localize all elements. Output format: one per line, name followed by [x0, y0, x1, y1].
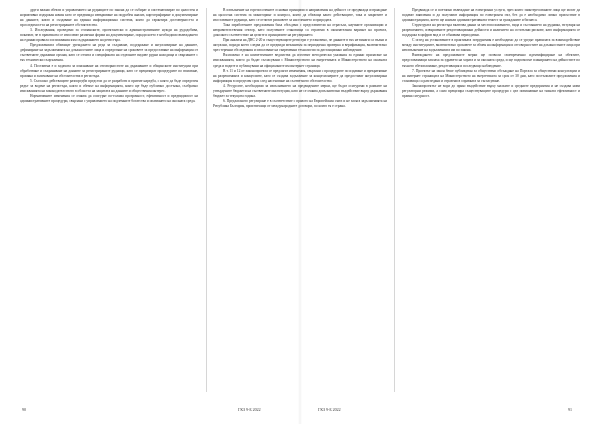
paragraph: други важни обекти и управлението на рудниците по закона да се събират и систематизират по цялостен и нормативно издържан начин като се предвижда извършване на подробен анализ, картографиране и документиране на данните, както и създаване на единна информационна система, която да гарантира достоверността и проследимостта на регистрираните обстоятелства. [20, 8, 198, 28]
paragraph: Предложенията обхващат уреждането на реда за създаване, поддържане и актуализиране на данните, дефиниране на задълженията на длъжностните лица и определяне на сроковете за предоставяне на информация от съответните държавни органи, като се отчита и спецификата на отделните видове рудни находища и свързаните с тях технически съоръжения. [20, 43, 198, 63]
paragraph: 4. Ресурсите, необходими за изпълнението на предвидените мерки, ще бъдат осигурени в рамките на утвърдените бюджети на съответните институции, като не се очаква допълнително въздействие върху държавния бюджет за текущата година. [213, 83, 387, 98]
paragraph: 3. Изследвания, проведени за стопанските, проектантски и административните нужди на рудодобива, показват, че в практиката се използват различни форми на документиране, поради което е необходимо въвеждането на единни правила и изисквания към съдържанието на регистъра. [20, 28, 198, 43]
paragraph: Въвеждането на предложените мерки ще позволи своевременно идентифициране на обектите, представляващи заплаха за здравето на хората и за околната среда, и ще подпомогне планирането на дейностите по тяхното обезопасяване, рекултивация и последващо наблюдение. [402, 53, 580, 68]
paragraph: В т. 11 и 12 от законопроекта се предлагат изменения, свързани с процедурите по издаване и прекратяване на разрешенията и концесиите, като се създава задължение за концесионерите да предоставят актуализирана информация в определен срок след настъпване на съответното обстоятелство. [213, 68, 387, 83]
page-footer [0, 405, 600, 415]
paragraph: С оглед на установените в практиката затруднения е необходимо да се уредят правилата за взаимодействие между институциите, включително сроковете за обмен на информация и отговорностите на длъжностните лица при неизпълнение на задълженията им по закона. [402, 38, 580, 53]
paragraph: 7. Проектът на закон беше публикуван за обществено обсъждане на Портала за обществени консултации и на интернет страницата на Министерството на енергетиката за срок от 30 дни, като постъпилите предложения и становища са разгледани и отразени в справката за съгласуване. [402, 68, 580, 83]
paragraph: При анализа на ДНС 2-20 и съществуващите регистри е установено, че данните в тях не винаги са пълни и актуални, поради което следва да се предвиди механизъм за периодична проверка и верификация, включително чрез теренни обследвания и използване на съвременни технологии за дистанционно наблюдение. [213, 38, 387, 53]
column-divider [206, 8, 207, 392]
paragraph: Структурата на регистъра включва данни за местоположението, вида и състоянието на рудника, титуляря на разрешението, извършените рекултивационни дейности и наличието на остатъчни рискове, като информацията се поддържа в цифров вид и се обновява периодично. [402, 23, 580, 38]
text-column-middle [213, 8, 387, 392]
paragraph: 5. Съгласно действащите разпоредби предстои да се разработи и приеме наредба, с която да бъде определен редът за водене на регистъра, както и обемът на информацията, която ще бъде публично достъпна, съобразно изискванията на законодателството в областта на защитата на данните и обществения интерес. [20, 78, 198, 93]
paragraph: Възложено е на компетентните ведомства да изготвят методически указания за единно прилагане на изискванията, които да бъдат съгласувани с Министерството на енергетиката и Министерството на околната среда и водите и публикувани на официалните им интернет страници. [213, 53, 387, 68]
paragraph: Нормативните изменения се очаква да осигурят по-голяма прозрачност, ефективност и предвидимост на административните процедури, свързани с управлението на подземните богатства и опазването на околната среда. [20, 93, 198, 103]
paragraph: В изпълнение на горепосочените основни принципи и направления на дейност се предвижда изграждане на цялостна система за мониторинг и контрол, която да обхваща както действащите, така и закритите и изоставените рудници, като се отчитат рисковете за населението и природата. [213, 8, 387, 23]
text-column-right [402, 8, 580, 392]
column-divider [394, 8, 395, 392]
text-column-left [20, 8, 198, 392]
paragraph: Предвижда се и поетапно въвеждане на електронни услуги, чрез които заинтересованите лица ще могат да подават заявления и да получават информация по електронен път, без да е необходимо лично присъствие в администрацията, което ще намали административната тежест за гражданите и бизнеса. [402, 8, 580, 23]
page-number-left: 90 [22, 407, 26, 412]
paragraph: Законопроектът не води до пряко въздействие върху малките и средните предприятия и не създава нови регулаторни режими, а само прецизира съществуващите процедури с цел повишаване на тяхната ефективност и правна сигурност. [402, 83, 580, 98]
paragraph: Така изработените предложения бяха обсъдени с представители на отрасъла, научните организации и неправителствения сектор, като получените становища са отразени в окончателния вариант на проекта, доколкото съответстват на целите и принципите на регулирането. [213, 23, 387, 38]
journal-reference-right: ГКЗ 9-Б 2022 [318, 407, 341, 412]
paragraph: 4. Поставена е и задачата за изясняване на отговорностите на държавните и общинските институции при обработване и съхраняване на данните за регистрираните рудници, като се прецизират процедурите по вписване, промяна и заличаване на обстоятелства в регистъра. [20, 63, 198, 78]
page-number-right: 91 [568, 407, 572, 412]
paragraph: 6. Предлаганото регулиране е в съответствие с правото на Европейския съюз и не засяга задълженията на Република България, произтичащи от международните договори, по които тя е страна. [213, 98, 387, 108]
journal-reference-left: ГКЗ 9-Б 2022 [238, 407, 261, 412]
